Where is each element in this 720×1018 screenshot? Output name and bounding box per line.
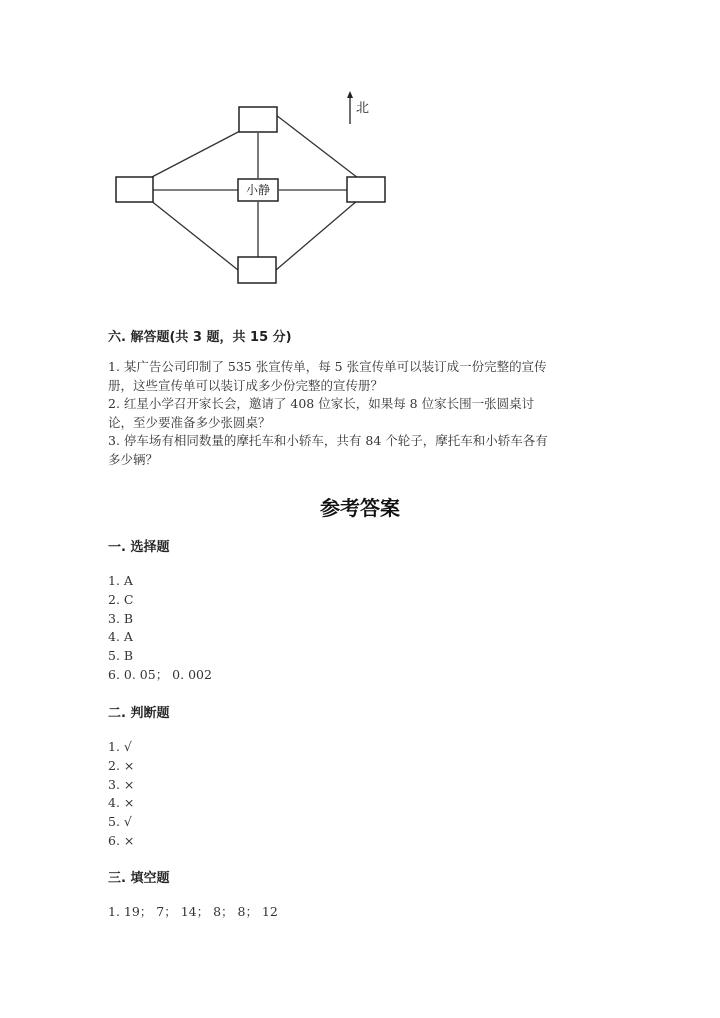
box-east	[347, 177, 385, 202]
answer-list-fill	[108, 903, 278, 922]
edge-north-east	[276, 115, 358, 178]
edge-east-south	[276, 200, 358, 270]
answer-item: 2. C	[108, 591, 134, 607]
problem-line: 2. 红星小学召开家长会，邀请了 408 位家长，如果每 8 位家长围一张圆桌讨	[108, 396, 535, 411]
answer-item: 5. B	[108, 648, 134, 664]
section6-heading: 六. 解答题(共 3 题，共 15 分)	[108, 330, 292, 345]
center-label: 小静	[245, 183, 270, 197]
answer-item: 1. 19； 7； 14； 8； 8； 12	[108, 904, 278, 919]
answer-item: 4. ×	[108, 795, 135, 811]
problem-line: 3. 停车场有相同数量的摩托车和小轿车，共有 84 个轮子，摩托车和小轿车各有	[108, 433, 548, 448]
north-label: 北	[356, 101, 370, 116]
map-diagram	[0, 0, 720, 310]
answer-item: 1. A	[108, 573, 133, 588]
box-west	[116, 177, 153, 202]
problem-list	[108, 358, 613, 469]
answer-item: 4. A	[108, 629, 133, 645]
problem-line: 多少辆？	[108, 451, 159, 467]
answer-item: 3. ×	[108, 776, 135, 792]
answers-section-heading: 二. 判断题	[108, 706, 170, 721]
answer-list-choice	[108, 572, 212, 685]
edge-north-west	[150, 131, 240, 178]
north-arrow-icon	[347, 91, 353, 124]
answer-item: 5. √	[108, 814, 132, 830]
answer-list-judge	[108, 738, 134, 851]
problem-line: 册，这些宣传单可以装订成多少份完整的宣传册？	[108, 377, 384, 393]
answer-item: 6. ×	[108, 832, 135, 848]
answer-item: 3. B	[108, 610, 134, 626]
map-diagram-svg	[0, 0, 720, 310]
box-north	[239, 107, 277, 132]
answer-item: 6. 0. 05； 0. 002	[108, 666, 212, 682]
answer-item: 1. √	[108, 739, 132, 754]
answers-title: 参考答案	[320, 496, 400, 520]
box-south	[238, 257, 276, 283]
problem-line: 1. 某广告公司印制了 535 张宣传单，每 5 张宣传单可以装订成一份完整的宣传	[108, 359, 547, 374]
edge-west-south	[150, 200, 238, 270]
answers-section-heading: 三. 填空题	[108, 871, 170, 886]
problem-line: 论，至少要准备多少张圆桌？	[108, 414, 271, 430]
answers-section-heading: 一. 选择题	[108, 540, 170, 555]
answer-item: 2. ×	[108, 757, 135, 773]
